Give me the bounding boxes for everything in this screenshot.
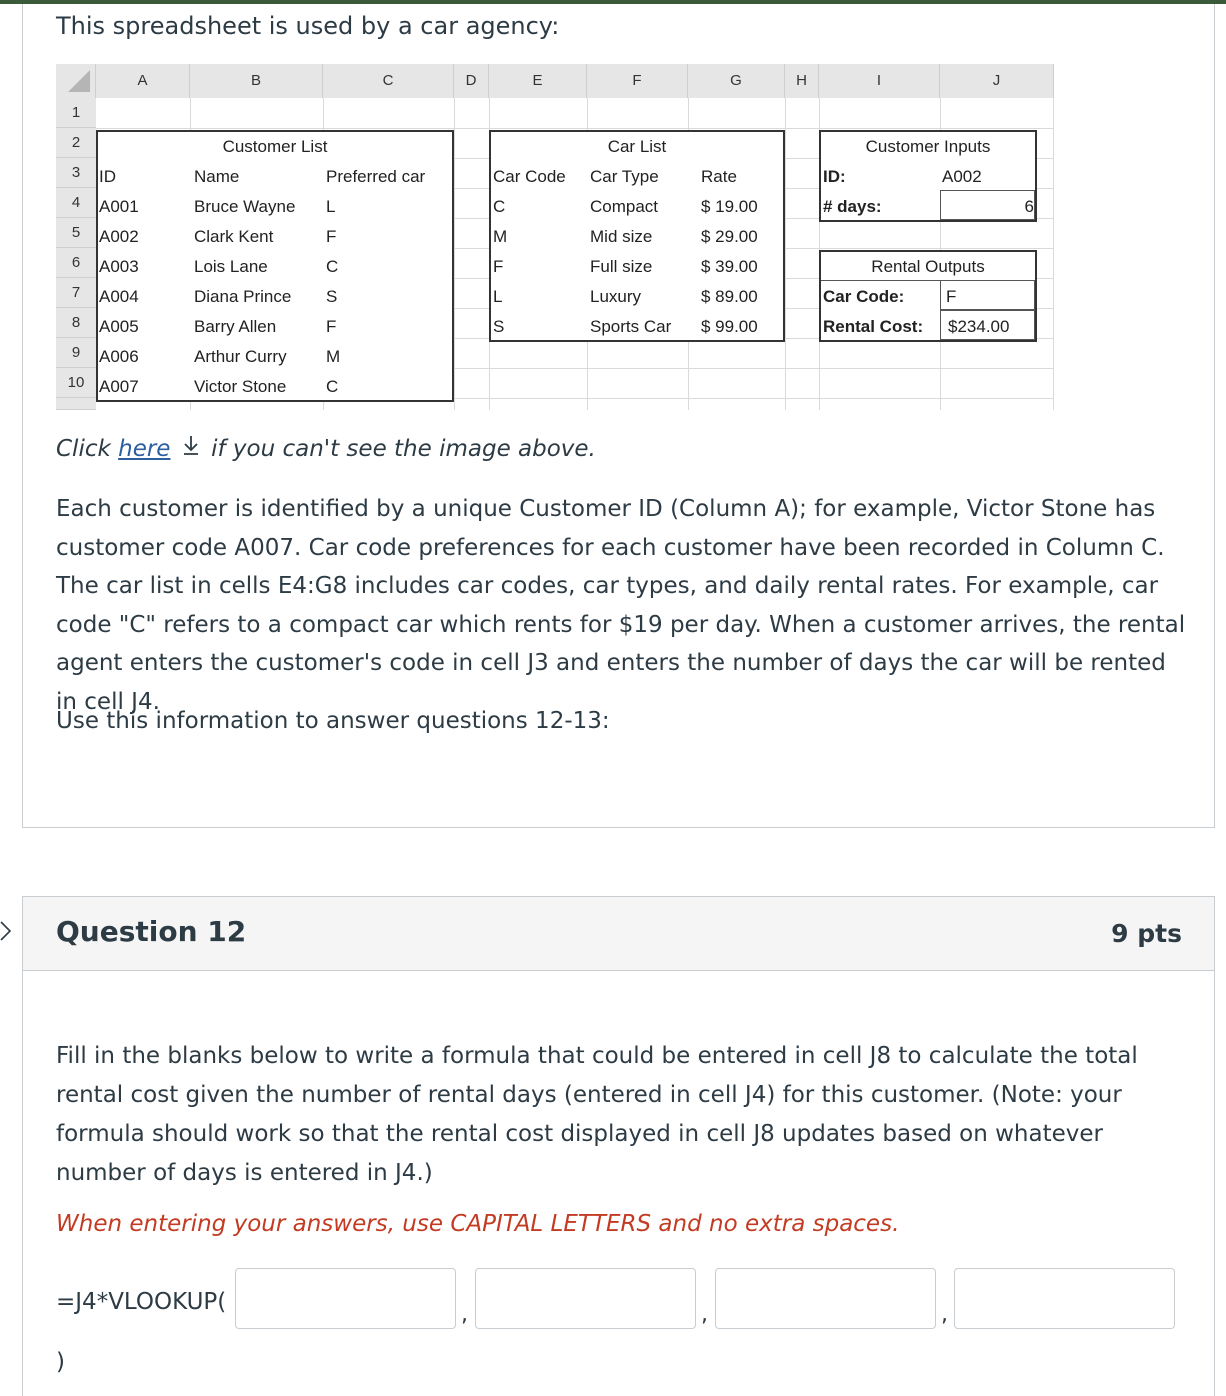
click-prefix: Click: [56, 436, 111, 462]
separator: ,: [941, 1302, 948, 1327]
column-header: D: [454, 64, 489, 98]
question-points: 9 pts: [1111, 919, 1182, 948]
download-image-link[interactable]: here: [118, 436, 171, 462]
chevron-right-icon[interactable]: [0, 918, 14, 949]
car-header-type: Car Type: [590, 167, 659, 186]
separator: ,: [461, 1302, 468, 1327]
grid-line: [1053, 98, 1054, 410]
blank-input-4[interactable]: [954, 1268, 1175, 1329]
customer-inputs-title: Customer Inputs: [865, 137, 991, 156]
column-header: E: [489, 64, 587, 98]
customer-pref: C: [326, 377, 339, 396]
car-code: M: [493, 227, 508, 246]
row-header: 8: [56, 308, 96, 338]
customer-name: Diana Prince: [194, 287, 292, 306]
car-type: Sports Car: [590, 317, 672, 336]
sheet-corner: [56, 64, 96, 98]
customer-id: A003: [99, 257, 139, 276]
column-header: A: [96, 64, 190, 98]
row-header: 1: [56, 98, 96, 128]
customer-id: A006: [99, 347, 139, 366]
customer-header-name: Name: [194, 167, 240, 186]
id-label: ID:: [823, 167, 846, 186]
row-header: 9: [56, 338, 96, 368]
formula-prefix: =J4*VLOOKUP(: [56, 1289, 227, 1315]
customer-id: A007: [99, 377, 139, 396]
customer-name: Clark Kent: [194, 227, 274, 246]
customer-pref: L: [326, 197, 336, 216]
car-rate: $ 99.00: [701, 317, 758, 336]
row-header: 4: [56, 188, 96, 218]
customer-header-id: ID: [99, 167, 116, 186]
days-cell-border: [940, 190, 1035, 220]
customer-header-pref: Preferred car: [326, 167, 426, 186]
customer-id: A002: [99, 227, 139, 246]
customer-id: A004: [99, 287, 139, 306]
question-title: Question 12: [56, 915, 247, 948]
car-rate: $ 89.00: [701, 287, 758, 306]
car-type: Mid size: [590, 227, 653, 246]
car-code: C: [493, 197, 506, 216]
intro-text: This spreadsheet is used by a car agency:: [56, 12, 560, 40]
row-header: 7: [56, 278, 96, 308]
question-body: Fill in the blanks below to write a formula that could be entered in cell J8 to calculate the total rental cost given the number of rental days (entered in cell J4) for this customer. (Note: your formula should work so that the rental cost displayed in cell J8 updates based on whatever number of days is entered in J4.): [56, 1043, 1138, 1186]
formula-suffix: ): [56, 1349, 65, 1375]
days-value: 6: [1024, 197, 1034, 216]
car-rate: $ 39.00: [701, 257, 758, 276]
customer-pref: S: [326, 287, 338, 306]
customer-id: A001: [99, 197, 139, 216]
id-value: A002: [942, 167, 982, 186]
customer-name: Lois Lane: [194, 257, 268, 276]
rental-cost-cell-border: [940, 310, 1035, 340]
column-header: B: [190, 64, 323, 98]
customer-id: A005: [99, 317, 139, 336]
row-header: 6: [56, 248, 96, 278]
days-label: # days:: [823, 197, 882, 216]
car-type: Luxury: [590, 287, 642, 306]
use-info-paragraph: Use this information to answer questions 12-13:: [56, 708, 610, 734]
car-type: Full size: [590, 257, 653, 276]
grid-line: [785, 98, 786, 410]
description-paragraph: Each customer is identified by a unique Customer ID (Column A); for example, Victor Stone has customer code A007. Car code preferences for each customer have been recorded in Column C. The car list in cells E4:G8 includes car codes, car types, and daily rental rates. For example, car code "C" refers to a compact car which rents for $19 per day. When a customer arrives, the rental agent enters the customer's code in cell J3 and enters the number of days the car will be rented in cell J4.: [56, 496, 1186, 715]
customer-list-title: Customer List: [222, 137, 328, 156]
column-header: F: [587, 64, 688, 98]
customer-pref: C: [326, 257, 339, 276]
car-code-value: F: [946, 287, 957, 306]
column-header: H: [785, 64, 819, 98]
car-code-label: Car Code:: [823, 287, 905, 306]
customer-pref: F: [326, 317, 337, 336]
car-list-title: Car List: [607, 137, 667, 156]
column-header: I: [819, 64, 940, 98]
row-header: 3: [56, 158, 96, 188]
customer-pref: M: [326, 347, 341, 366]
customer-name: Arthur Curry: [194, 347, 287, 366]
spreadsheet-image: [56, 64, 1054, 410]
car-code: L: [493, 287, 503, 306]
rental-cost-label: Rental Cost:: [823, 317, 924, 336]
blank-input-1[interactable]: [235, 1268, 456, 1329]
separator: ,: [701, 1302, 708, 1327]
customer-name: Barry Allen: [194, 317, 277, 336]
row-header-partial: [56, 398, 96, 410]
click-here-line: [56, 434, 596, 462]
row-header: 10: [56, 368, 96, 398]
car-code-cell-border: [940, 280, 1035, 310]
car-rate: $ 29.00: [701, 227, 758, 246]
preamble-panel: [22, 4, 1215, 828]
download-icon[interactable]: [178, 434, 204, 462]
customer-name: Victor Stone: [194, 377, 287, 396]
rental-cost-value: $234.00: [948, 317, 1010, 336]
rental-outputs-title: Rental Outputs: [871, 257, 985, 276]
row-header: 5: [56, 218, 96, 248]
question-12-panel: [22, 896, 1215, 1396]
row-header: 2: [56, 128, 96, 158]
grid-line: [96, 128, 1054, 129]
answer-instruction: When entering your answers, use CAPITAL LETTERS and no extra spaces.: [56, 1211, 900, 1237]
column-header: C: [323, 64, 454, 98]
car-type: Compact: [590, 197, 659, 216]
grid-line: [454, 98, 455, 410]
car-code: S: [493, 317, 505, 336]
car-rate: $ 19.00: [701, 197, 758, 216]
car-header-rate: Rate: [701, 167, 737, 186]
column-header: G: [688, 64, 785, 98]
question-header: [23, 897, 1214, 971]
column-header: J: [940, 64, 1054, 98]
car-header-code: Car Code: [493, 167, 566, 186]
car-code: F: [493, 257, 504, 276]
blank-input-3[interactable]: [715, 1268, 936, 1329]
customer-pref: F: [326, 227, 337, 246]
click-suffix: if you can't see the image above.: [211, 436, 596, 462]
customer-name: Bruce Wayne: [194, 197, 296, 216]
blank-input-2[interactable]: [475, 1268, 696, 1329]
